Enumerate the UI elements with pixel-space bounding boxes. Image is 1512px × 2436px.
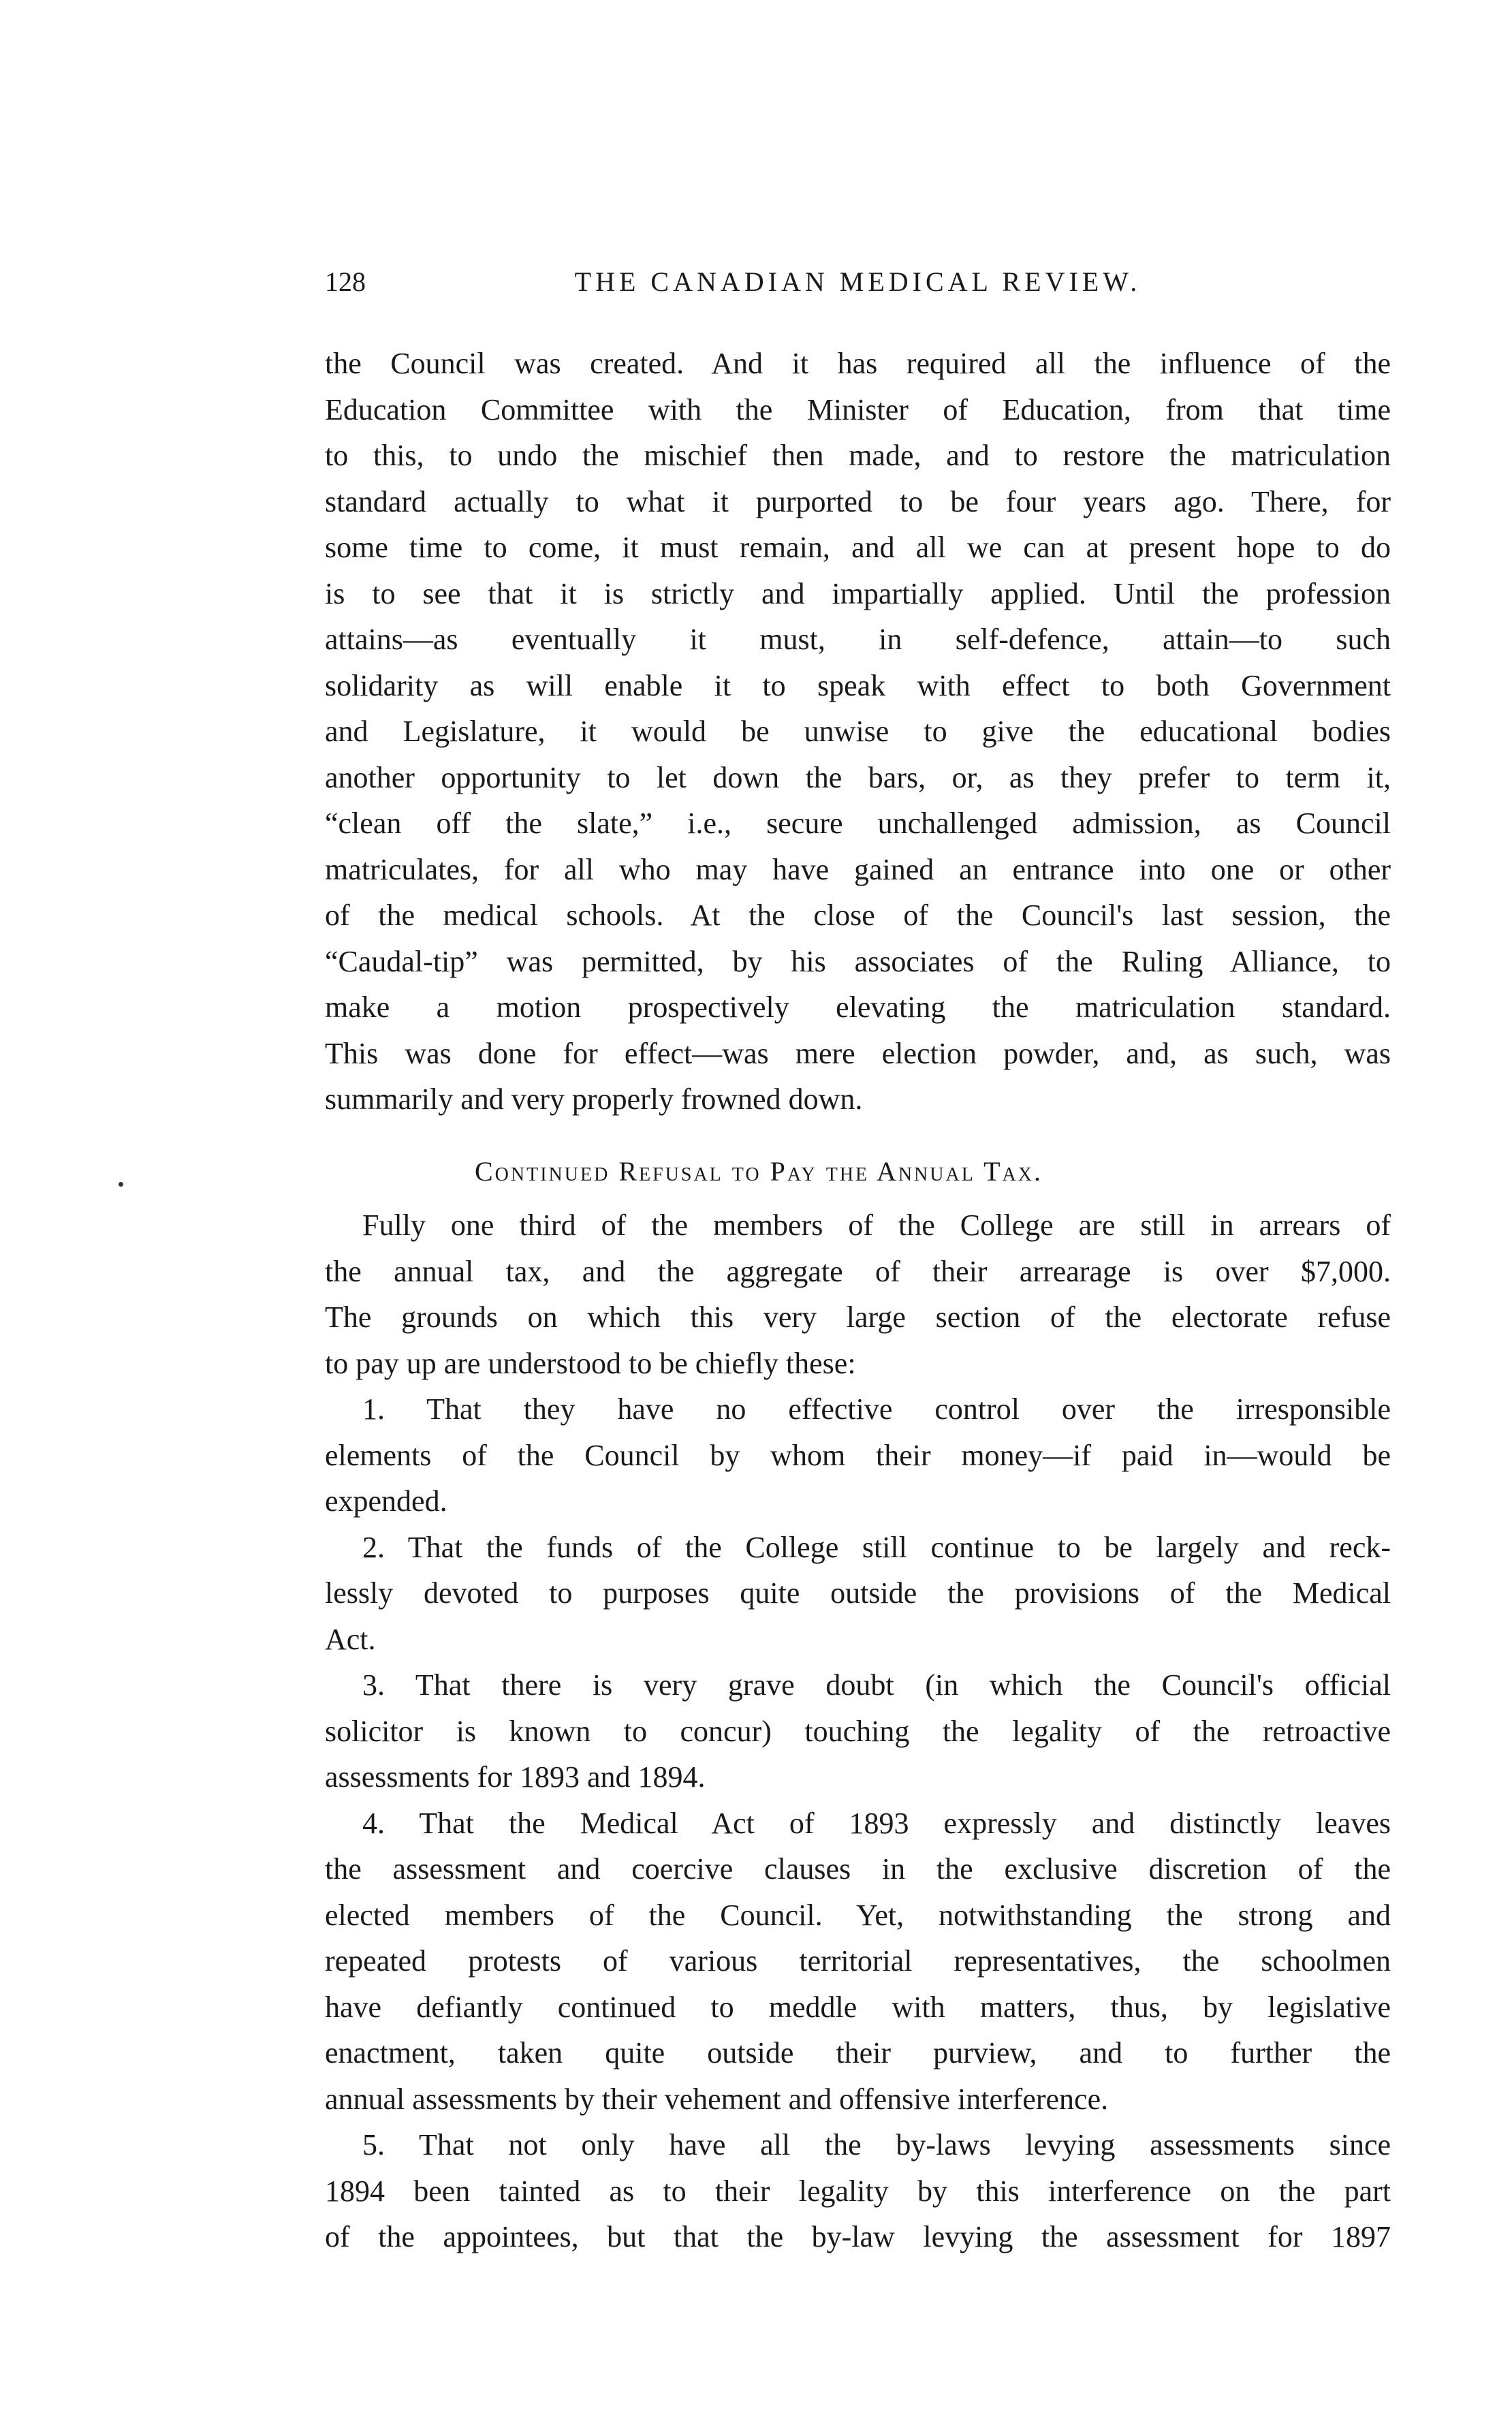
text-line: some time to come, it must remain, and all we can at present hope to do — [325, 531, 1391, 564]
list-item-5 — [325, 2122, 1391, 2260]
text-line: elements of the Council by whom their money—if paid in—would be — [325, 1438, 1391, 1472]
text-line: to this, to undo the mischief then made, and to restore the matriculation — [325, 439, 1391, 472]
text-line: lessly devoted to purposes quite outside the provisions of the Medical — [325, 1576, 1391, 1610]
text-line: is to see that it is strictly and impartially applied. Until the profession — [325, 576, 1391, 610]
text-line: have defiantly continued to meddle with matters, thus, by legislative — [325, 1990, 1391, 2024]
text-line: of the appointees, but that the by-law levying the assessment for 1897 — [325, 2220, 1391, 2253]
text-line: assessments for 1893 and 1894. — [325, 1760, 706, 1794]
text-line: 5. That not only have all the by-laws levying assessments since — [362, 2128, 1391, 2161]
running-head — [325, 266, 1391, 313]
text-line: 4. That the Medical Act of 1893 expressly and distinctly leaves — [362, 1806, 1391, 1840]
text-line: the annual tax, and the aggregate of their arrearage is over $7,000. — [325, 1254, 1391, 1288]
text-line: 2. That the funds of the College still continue to be largely and reck- — [362, 1530, 1391, 1564]
margin-mark — [119, 1182, 123, 1187]
page-content — [325, 266, 1391, 2260]
text-line: to pay up are understood to be chiefly these: — [325, 1346, 856, 1380]
text-line: summarily and very properly frowned down. — [325, 1082, 863, 1116]
text-line: solicitor is known to concur) touching the legality of the retroactive — [325, 1714, 1391, 1748]
list-item-4 — [325, 1800, 1391, 2123]
section-heading: Continued Refusal to Pay the Annual Tax. — [475, 1155, 1043, 1187]
text-line: Act. — [325, 1622, 376, 1656]
text-line: elected members of the Council. Yet, notwithstanding the strong and — [325, 1898, 1391, 1932]
text-line: “Caudal-tip” was permitted, by his associates of the Ruling Alliance, to — [325, 944, 1391, 978]
text-line: standard actually to what it purported to be four years ago. There, for — [325, 484, 1391, 518]
text-line: 3. That there is very grave doubt (in which the Council's official — [362, 1668, 1391, 1702]
text-line: enactment, taken quite outside their purview, and to further the — [325, 2036, 1391, 2070]
text-line: Fully one third of the members of the College are still in arrears of — [362, 1208, 1391, 1242]
page-number: 128 — [325, 266, 366, 297]
text-line: attains—as eventually it must, in self-defence, attain—to such — [325, 623, 1391, 656]
list-item-3 — [325, 1662, 1391, 1800]
text-line: the assessment and coercive clauses in the exclusive discretion of the — [325, 1852, 1391, 1886]
text-line: annual assessments by their vehement and offensive interference. — [325, 2082, 1109, 2116]
text-line: and Legislature, it would be unwise to give the educational bodies — [325, 715, 1391, 748]
list-item-2 — [325, 1525, 1391, 1663]
text-line: “clean off the slate,” i.e., secure unchallenged admission, as Council — [325, 807, 1391, 840]
text-line: the Council was created. And it has required all the influence of the — [325, 347, 1391, 380]
text-line: repeated protests of various territorial representatives, the schoolmen — [325, 1944, 1391, 1978]
text-line: Education Committee with the Minister of Education, from that time — [325, 392, 1391, 426]
list-item-1 — [325, 1386, 1391, 1525]
text-line: expended. — [325, 1484, 447, 1518]
text-line: of the medical schools. At the close of the Council's last session, the — [325, 899, 1391, 932]
text-line: 1. That they have no effective control over the irresponsible — [362, 1392, 1391, 1426]
text-line: solidarity as will enable it to speak with effect to both Government — [325, 668, 1391, 702]
text-line: matriculates, for all who may have gained an entrance into one or other — [325, 852, 1391, 886]
journal-title: THE CANADIAN MEDICAL REVIEW. — [574, 266, 1141, 297]
paragraph-council-matriculation — [325, 341, 1391, 1123]
text-line: This was done for effect—was mere election powder, and, as such, was — [325, 1036, 1391, 1070]
paragraph-arrears — [325, 1202, 1391, 1386]
text-line: The grounds on which this very large section of the electorate refuse — [325, 1300, 1391, 1334]
text-line: 1894 been tainted as to their legality by this interference on the part — [325, 2174, 1391, 2208]
text-line: make a motion prospectively elevating the matriculation standard. — [325, 990, 1391, 1024]
text-line: another opportunity to let down the bars, or, as they prefer to term it, — [325, 760, 1391, 794]
